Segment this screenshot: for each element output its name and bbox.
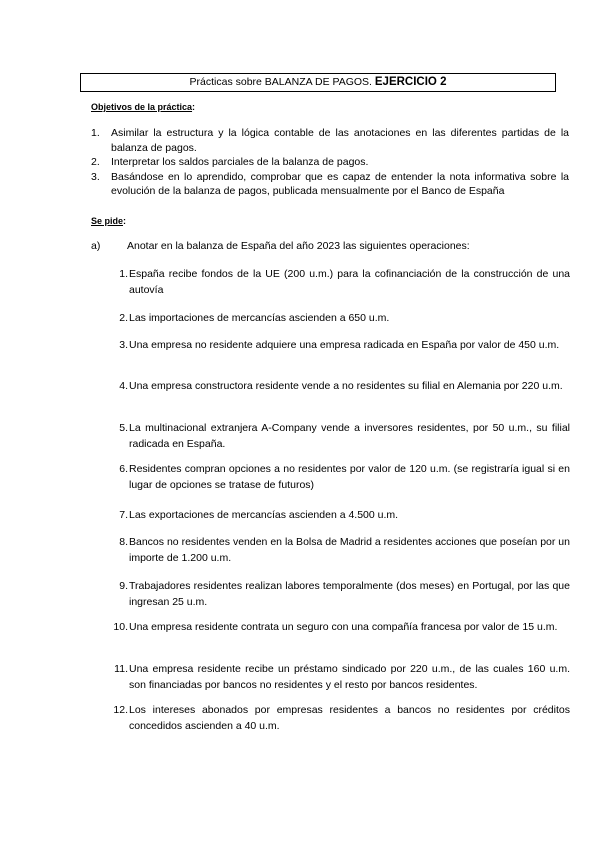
operation-number: 1. (119, 268, 128, 280)
operation-text: Una empresa residente contrata un seguro con una compañía francesa por valor de 15 u.m. (129, 621, 558, 633)
operation-number: 8. (119, 536, 128, 548)
objectives-label: Objetivos de la práctica (91, 102, 193, 112)
operation-number: 5. (119, 422, 128, 434)
operation-item (110, 661, 570, 693)
operation-item (110, 507, 570, 523)
operation-item (110, 378, 570, 394)
objective-number: 3. (91, 170, 100, 183)
operation-number: 3. (119, 339, 128, 351)
objectives-list (91, 126, 569, 199)
objectives-heading (91, 102, 195, 112)
operation-item (110, 702, 570, 734)
operation-number: 9. (119, 580, 128, 592)
asks-heading (91, 216, 126, 226)
operation-text: Una empresa constructora residente vende a no residentes su filial en Alemania por 220 u.m. (129, 380, 563, 392)
operation-text: Una empresa no residente adquiere una empresa radicada en España por valor de 450 u.m. (129, 339, 560, 351)
operation-text: Las exportaciones de mercancías ascienden a 4.500 u.m. (129, 509, 399, 521)
operation-item (110, 578, 570, 610)
operation-item (110, 310, 570, 326)
operation-number: 12. (113, 704, 128, 716)
operation-number: 10. (113, 621, 128, 633)
asks-colon: : (123, 216, 127, 226)
objective-number: 1. (91, 127, 100, 139)
operation-text: Bancos no residentes venden en la Bolsa de Madrid a residentes acciones que poseían por un importe de 1.200 u.m. (129, 536, 570, 564)
operation-item (110, 534, 570, 566)
objective-text: Interpretar los saldos parciales de la balanza de pagos. (111, 156, 369, 168)
part-a-label: a) (91, 240, 101, 252)
operation-number: 2. (119, 312, 128, 324)
exercise-title (80, 73, 556, 92)
objective-text: Asimilar la estructura y la lógica contable de las anotaciones en las diferentes partidas de la balanza de pagos. (111, 127, 569, 154)
objective-text: Basándose en lo aprendido, comprobar que es capaz de entender la nota informativa sobre la evolución de la balanza de pagos, publicada mensualmente por el Banco de España (111, 170, 569, 197)
operation-item (110, 619, 570, 635)
operation-text: Los intereses abonados por empresas residentes a bancos no residentes por créditos concedidos ascienden a 40 u.m. (129, 704, 570, 732)
asks-label: Se pide (91, 216, 124, 226)
operation-item (110, 420, 570, 452)
operation-item (110, 461, 570, 493)
title-emphasis: EJERCICIO 2 (374, 76, 447, 88)
objective-item (91, 126, 569, 155)
operation-number: 4. (119, 380, 128, 392)
operation-text: Residentes compran opciones a no residentes por valor de 120 u.m. (se registraría igual si en lugar de opciones se tratase de futuros) (129, 463, 570, 491)
operation-text: Una empresa residente recibe un préstamo sindicado por 220 u.m., de las cuales 160 u.m. son financiadas por bancos no residentes y el resto por bancos residentes. (129, 663, 570, 691)
objective-number: 2. (91, 156, 100, 168)
operation-number: 6. (119, 463, 128, 475)
operation-text: España recibe fondos de la UE (200 u.m.) para la cofinanciación de la construcción de una autovía (129, 268, 570, 296)
operation-text: La multinacional extranjera A-Company vende a inversores residentes, por 50 u.m., su filial radicada en España. (129, 422, 570, 450)
objectives-colon: : (192, 102, 196, 112)
title-prefix: Prácticas sobre BALANZA DE PAGOS. (189, 76, 372, 88)
operation-item (110, 337, 570, 353)
operation-item (110, 266, 570, 298)
operation-text: Las importaciones de mercancías ascienden a 650 u.m. (129, 312, 390, 324)
operation-number: 11. (114, 663, 128, 675)
operation-text: Trabajadores residentes realizan labores temporalmente (dos meses) en Portugal, por las que ingresan 25 u.m. (129, 580, 570, 608)
operation-number: 7. (119, 509, 128, 521)
objective-item (91, 170, 569, 199)
objective-item (91, 155, 569, 170)
part-a-text: Anotar en la balanza de España del año 2023 las siguientes operaciones: (127, 240, 470, 252)
